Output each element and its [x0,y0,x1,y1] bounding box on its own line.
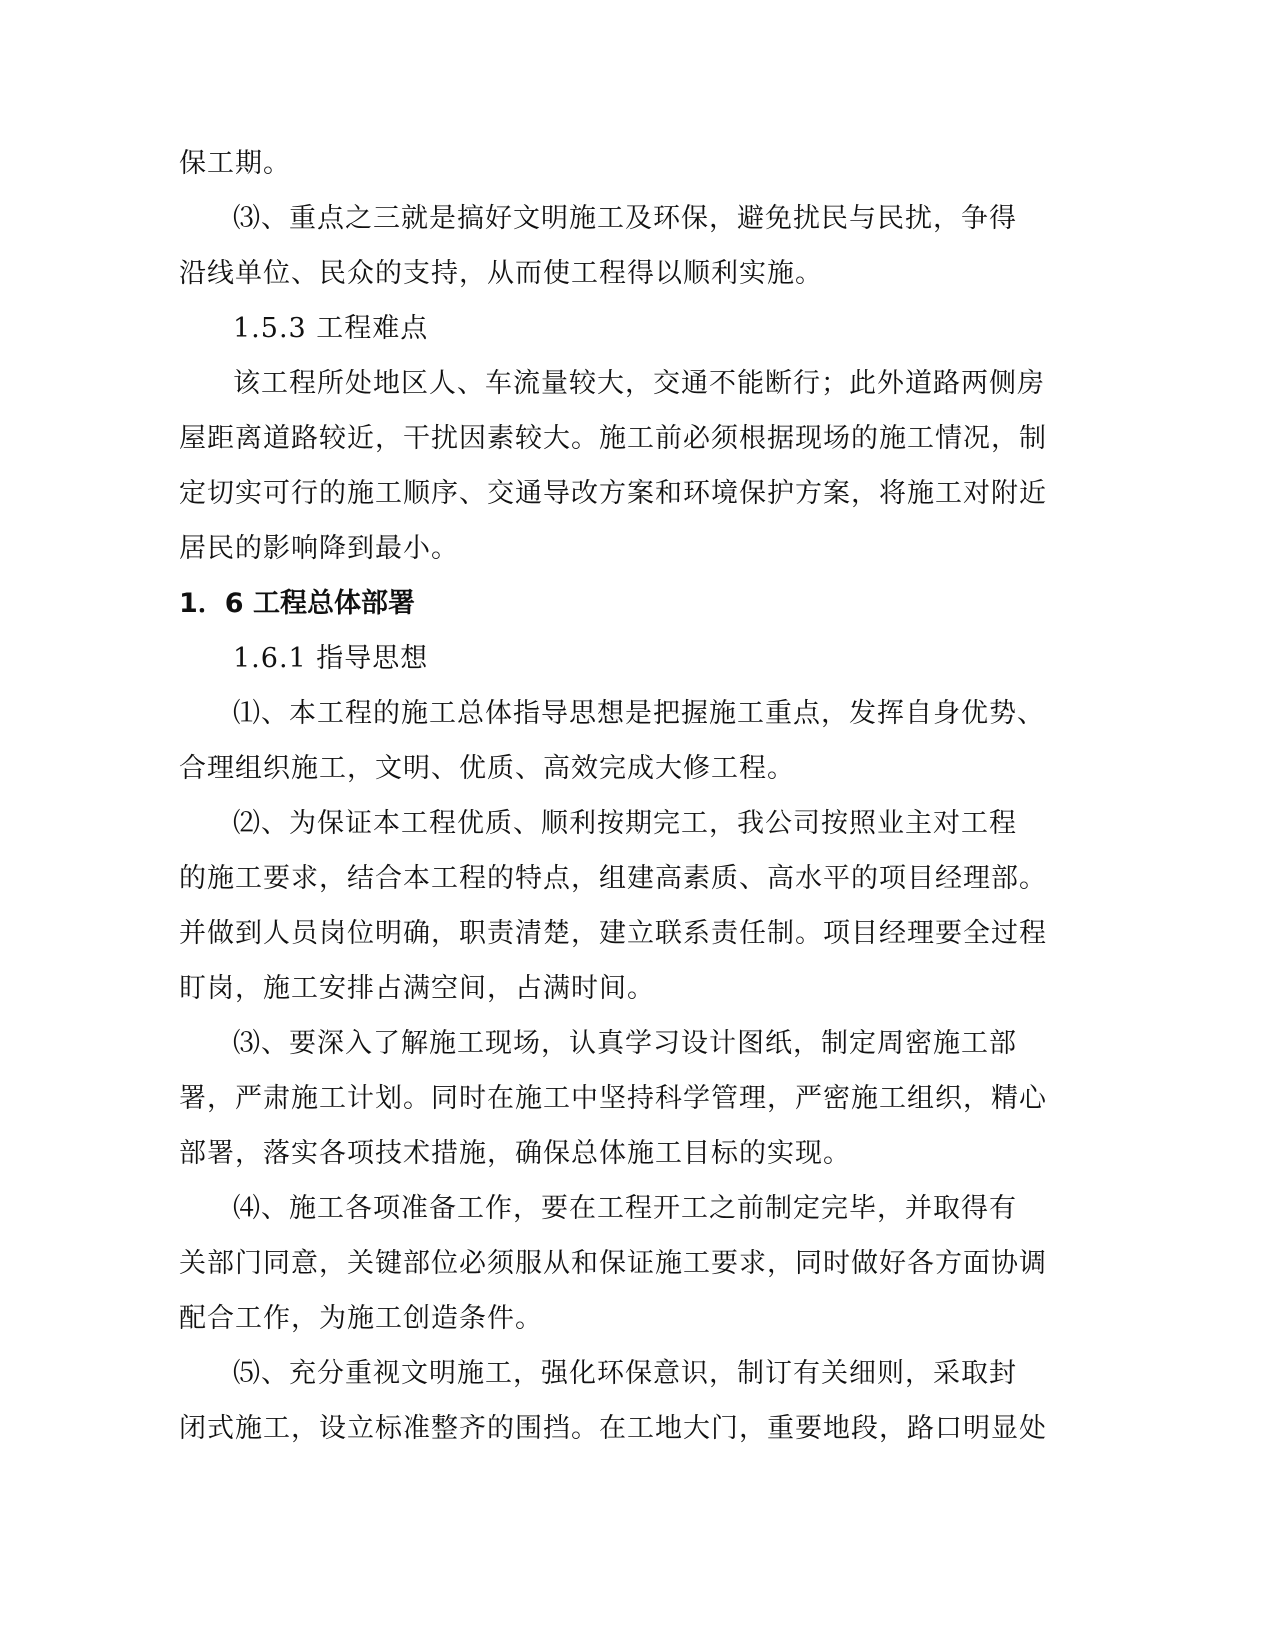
text-line: 沿线单位、民众的支持，从而使工程得以顺利实施。 [179,258,823,289]
text-line: 屋距离道路较近，干扰因素较大。施工前必须根据现场的施工情况，制 [179,423,1047,454]
text-line: 的施工要求，结合本工程的特点，组建高素质、高水平的项目经理部。 [179,863,1047,894]
text-line: 配合工作，为施工创造条件。 [179,1303,543,1334]
text-line: ⑴、本工程的施工总体指导思想是把握施工重点，发挥自身优势、 [233,698,1045,729]
text-line: 并做到人员岗位明确，职责清楚，建立联系责任制。项目经理要全过程 [179,918,1047,949]
text-line: 署，严肃施工计划。同时在施工中坚持科学管理，严密施工组织，精心 [179,1083,1047,1114]
text-line: 定切实可行的施工顺序、交通导改方案和环境保护方案，将施工对附近 [179,478,1047,509]
text-line: 部署，落实各项技术措施，确保总体施工目标的实现。 [179,1138,851,1169]
text-line: ⑵、为保证本工程优质、顺利按期完工，我公司按照业主对工程 [233,808,1017,839]
text-line: 盯岗，施工安排占满空间，占满时间。 [179,973,655,1004]
text-line: 闭式施工，设立标准整齐的围挡。在工地大门，重要地段，路口明显处 [179,1413,1047,1444]
text-line: ⑷、施工各项准备工作，要在工程开工之前制定完毕，并取得有 [233,1193,1017,1224]
text-line: ⑶、要深入了解施工现场，认真学习设计图纸，制定周密施工部 [233,1028,1017,1059]
text-line: 关部门同意，关键部位必须服从和保证施工要求，同时做好各方面协调 [179,1248,1047,1279]
text-line: 该工程所处地区人、车流量较大，交通不能断行；此外道路两侧房 [233,368,1045,399]
text-line: 居民的影响降到最小。 [179,533,459,564]
subsection-title: 1.5.3 工程难点 [233,313,429,344]
document-page [179,136,1099,1456]
text-line: 保工期。 [179,148,291,179]
text-line: 合理组织施工，文明、优质、高效完成大修工程。 [179,753,795,784]
subsection-title: 1.6.1 指导思想 [233,643,429,674]
section-heading: 1．6 工程总体部署 [179,588,415,619]
text-line: ⑶、重点之三就是搞好文明施工及环保，避免扰民与民扰，争得 [233,203,1017,234]
text-line: ⑸、充分重视文明施工，强化环保意识，制订有关细则，采取封 [233,1358,1017,1389]
